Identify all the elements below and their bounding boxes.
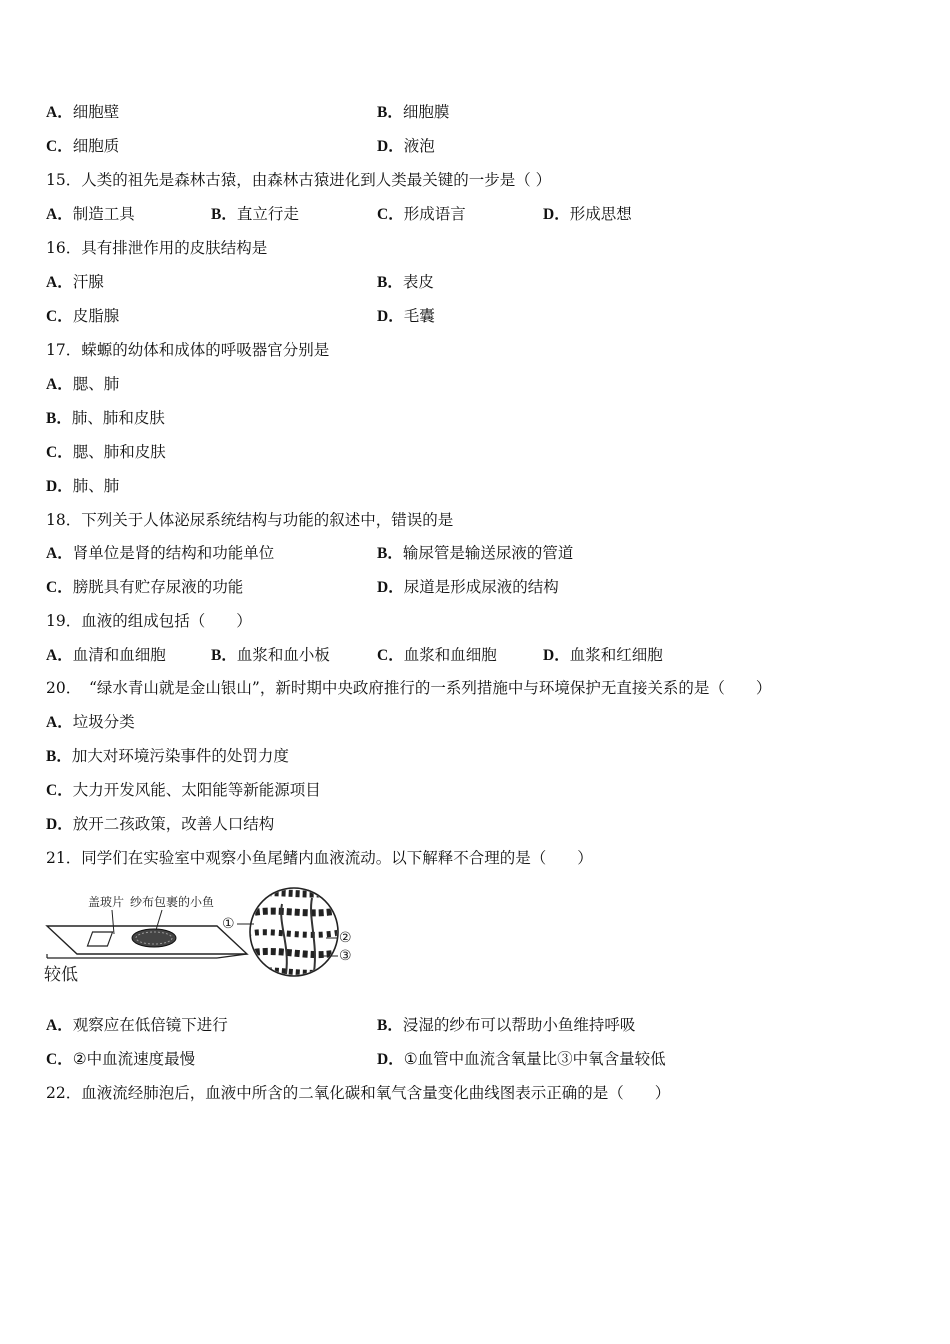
- q20-option-c: C．大力开发风能、太阳能等新能源项目: [46, 781, 321, 799]
- q19-option-b: B．血浆和血小板: [211, 646, 330, 664]
- cover-slip: [87, 932, 112, 946]
- q16-option-a: A．汗腺: [46, 273, 104, 291]
- label-cover-slip: 盖玻片: [88, 895, 125, 909]
- q16-option-c: C．皮脂腺: [46, 307, 120, 325]
- q15-option-a: A．制造工具: [46, 205, 135, 223]
- q21-option-b: B．浸湿的纱布可以帮助小鱼维持呼吸: [377, 1016, 636, 1034]
- q16-option-d: D．毛囊: [377, 307, 435, 325]
- label-fish: 纱布包裹的小鱼: [130, 895, 215, 909]
- q20-option-d: D．放开二孩政策，改善人口结构: [46, 815, 275, 833]
- q15-option-b: B．直立行走: [211, 205, 299, 223]
- fish-tail-experiment-diagram: [42, 884, 362, 994]
- marker-1: ①: [222, 916, 235, 932]
- q17-option-b: B．肺、肺和皮肤: [46, 409, 165, 427]
- q20-option-a: A．垃圾分类: [46, 713, 135, 731]
- q19-option-a: A．血清和血细胞: [46, 646, 166, 664]
- q17-stem: 17．蝾螈的幼体和成体的呼吸器官分别是: [46, 341, 330, 359]
- marker-2: ②: [339, 930, 352, 946]
- q15-stem: 15．人类的祖先是森林古猿，由森林古猿进化到人类最关键的一步是（ ）: [46, 171, 552, 189]
- q17-option-c: C．腮、肺和皮肤: [46, 443, 166, 461]
- fish-in-gauze: [132, 929, 176, 947]
- q20-stem: 20． “绿水青山就是金山银山”，新时期中央政府推行的一系列措施中与环境保护无直接关系的是（ ）: [46, 679, 772, 697]
- marker-3: ③: [339, 948, 352, 964]
- q18-option-a: A．肾单位是肾的结构和功能单位: [46, 544, 275, 562]
- q20-option-b: B．加大对环境污染事件的处罚力度: [46, 747, 289, 765]
- q19-option-c: C．血浆和血细胞: [377, 646, 497, 664]
- q21-figure: [42, 884, 362, 994]
- q21-option-c: C．②中血流速度最慢: [46, 1050, 196, 1068]
- q17-option-d: D．肺、肺: [46, 477, 120, 495]
- q18-option-c: C．膀胱具有贮存尿液的功能: [46, 578, 244, 596]
- q15-option-c: C．形成语言: [377, 205, 466, 223]
- q18-stem: 18．下列关于人体泌尿系统结构与功能的叙述中，错误的是: [46, 511, 454, 529]
- q21-option-a: A．观察应在低倍镜下进行: [46, 1016, 228, 1034]
- q16-option-b: B．表皮: [377, 273, 434, 291]
- q15-option-d: D．形成思想: [543, 205, 632, 223]
- q18-option-b: B．输尿管是输送尿液的管道: [377, 544, 574, 562]
- q14-option-d: D．液泡: [377, 137, 435, 155]
- q14-option-b: B．细胞膜: [377, 103, 450, 121]
- q14-option-c: C．细胞质: [46, 137, 120, 155]
- q19-option-d: D．血浆和红细胞: [543, 646, 663, 664]
- label-low: 较低: [44, 965, 78, 985]
- q18-option-d: D．尿道是形成尿液的结构: [377, 578, 559, 596]
- q19-stem: 19．血液的组成包括（ ）: [46, 612, 252, 630]
- q21-option-d: D．①血管中血流含氧量比③中氧含量较低: [377, 1050, 666, 1068]
- q17-option-a: A．腮、肺: [46, 375, 120, 393]
- q21-stem: 21．同学们在实验室中观察小鱼尾鳍内血液流动。以下解释不合理的是（ ）: [46, 849, 593, 867]
- q22-stem: 22．血液流经肺泡后，血液中所含的二氧化碳和氧气含量变化曲线图表示正确的是（ ）: [46, 1084, 671, 1102]
- q14-option-a: A．细胞壁: [46, 103, 120, 121]
- q16-stem: 16．具有排泄作用的皮肤结构是: [46, 239, 268, 257]
